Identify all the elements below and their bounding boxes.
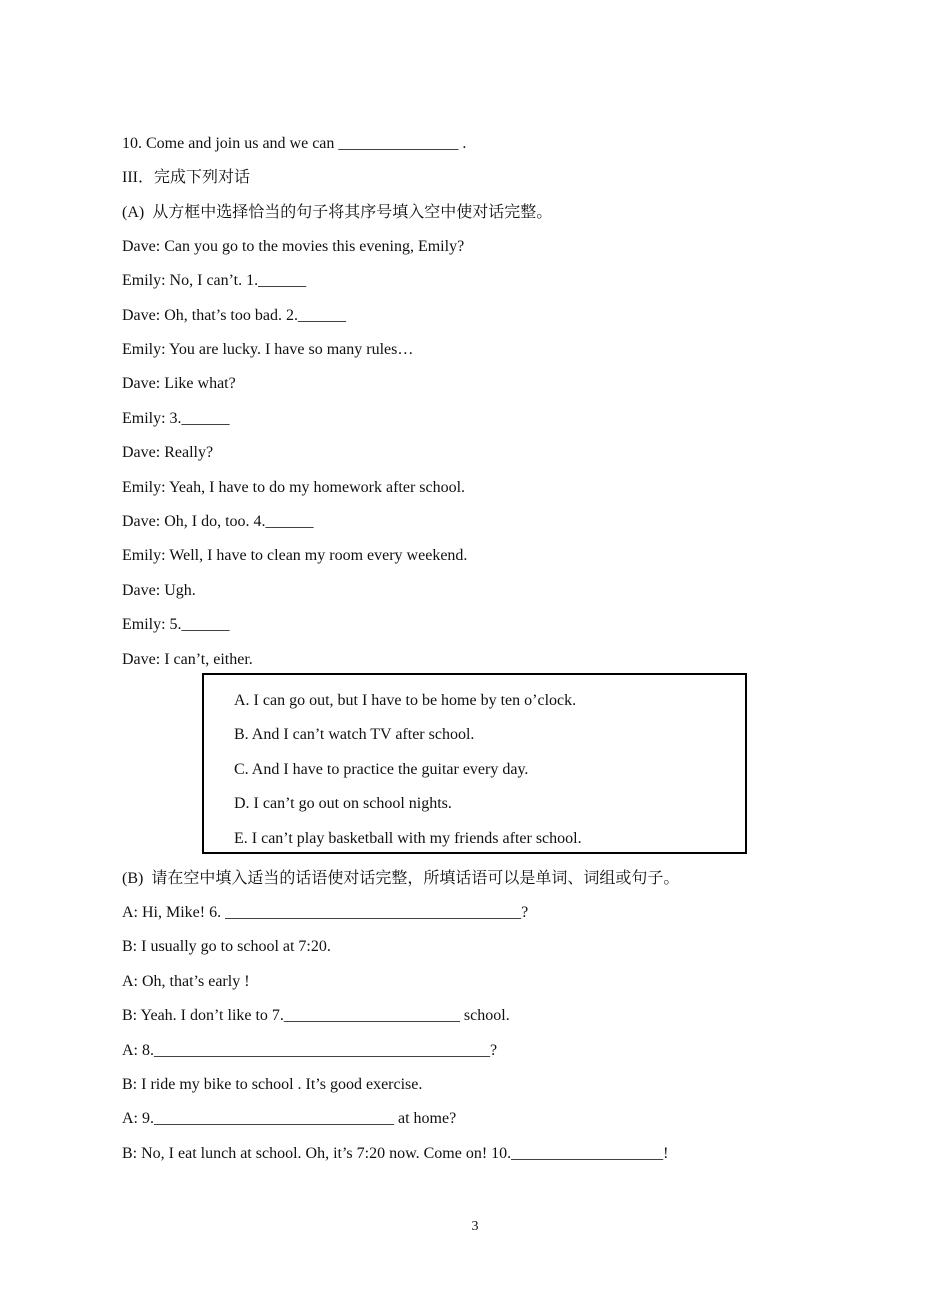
option-c: C. And I have to practice the guitar every day. xyxy=(234,761,529,778)
option-e: E. I can’t play basketball with my friends after school. xyxy=(234,830,582,847)
dialogue-line: A: 8.__________________________________________? xyxy=(122,1042,498,1059)
dialogue-line: B: I ride my bike to school . It’s good exercise. xyxy=(122,1076,423,1093)
dialogue-line: Dave: Really? xyxy=(122,444,214,461)
option-a: A. I can go out, but I have to be home by ten o’clock. xyxy=(234,692,577,709)
dialogue-line: B: I usually go to school at 7:20. xyxy=(122,938,331,955)
part-a-instruction: (A) 从方框中选择恰当的句子将其序号填入空中使对话完整。 xyxy=(122,204,553,221)
section-heading: III．完成下列对话 xyxy=(122,169,250,186)
dialogue-line: A: 9.______________________________ at home? xyxy=(122,1110,457,1127)
dialogue-line: Dave: I can’t, either. xyxy=(122,651,253,668)
dialogue-line: Emily: 3.______ xyxy=(122,410,230,427)
dialogue-line: Dave: Ugh. xyxy=(122,582,196,599)
dialogue-line: Dave: Oh, that’s too bad. 2.______ xyxy=(122,307,346,324)
dialogue-line: A: Oh, that’s early ! xyxy=(122,973,250,990)
page-number: 3 xyxy=(471,1219,479,1234)
question-10-line: 10. Come and join us and we can _______________ . xyxy=(122,135,467,152)
options-box xyxy=(202,673,747,854)
part-b-instruction: (B) 请在空中填入适当的话语使对话完整，所填话语可以是单词、词组或句子。 xyxy=(122,870,680,887)
dialogue-line: B: No, I eat lunch at school. Oh, it’s 7:20 now. Come on! 10.___________________! xyxy=(122,1145,669,1162)
dialogue-line: Emily: You are lucky. I have so many rules… xyxy=(122,341,414,358)
dialogue-line: A: Hi, Mike! 6. _____________________________________? xyxy=(122,904,529,921)
dialogue-line: Emily: No, I can’t. 1.______ xyxy=(122,272,307,289)
dialogue-line: Dave: Like what? xyxy=(122,375,236,392)
option-d: D. I can’t go out on school nights. xyxy=(234,795,452,812)
dialogue-line: Dave: Can you go to the movies this evening, Emily? xyxy=(122,238,465,255)
dialogue-line: Dave: Oh, I do, too. 4.______ xyxy=(122,513,314,530)
dialogue-line: Emily: Yeah, I have to do my homework after school. xyxy=(122,479,466,496)
dialogue-line: Emily: 5.______ xyxy=(122,616,230,633)
dialogue-line: Emily: Well, I have to clean my room every weekend. xyxy=(122,547,468,564)
option-b: B. And I can’t watch TV after school. xyxy=(234,726,475,743)
dialogue-line: B: Yeah. I don’t like to 7.______________________ school. xyxy=(122,1007,510,1024)
